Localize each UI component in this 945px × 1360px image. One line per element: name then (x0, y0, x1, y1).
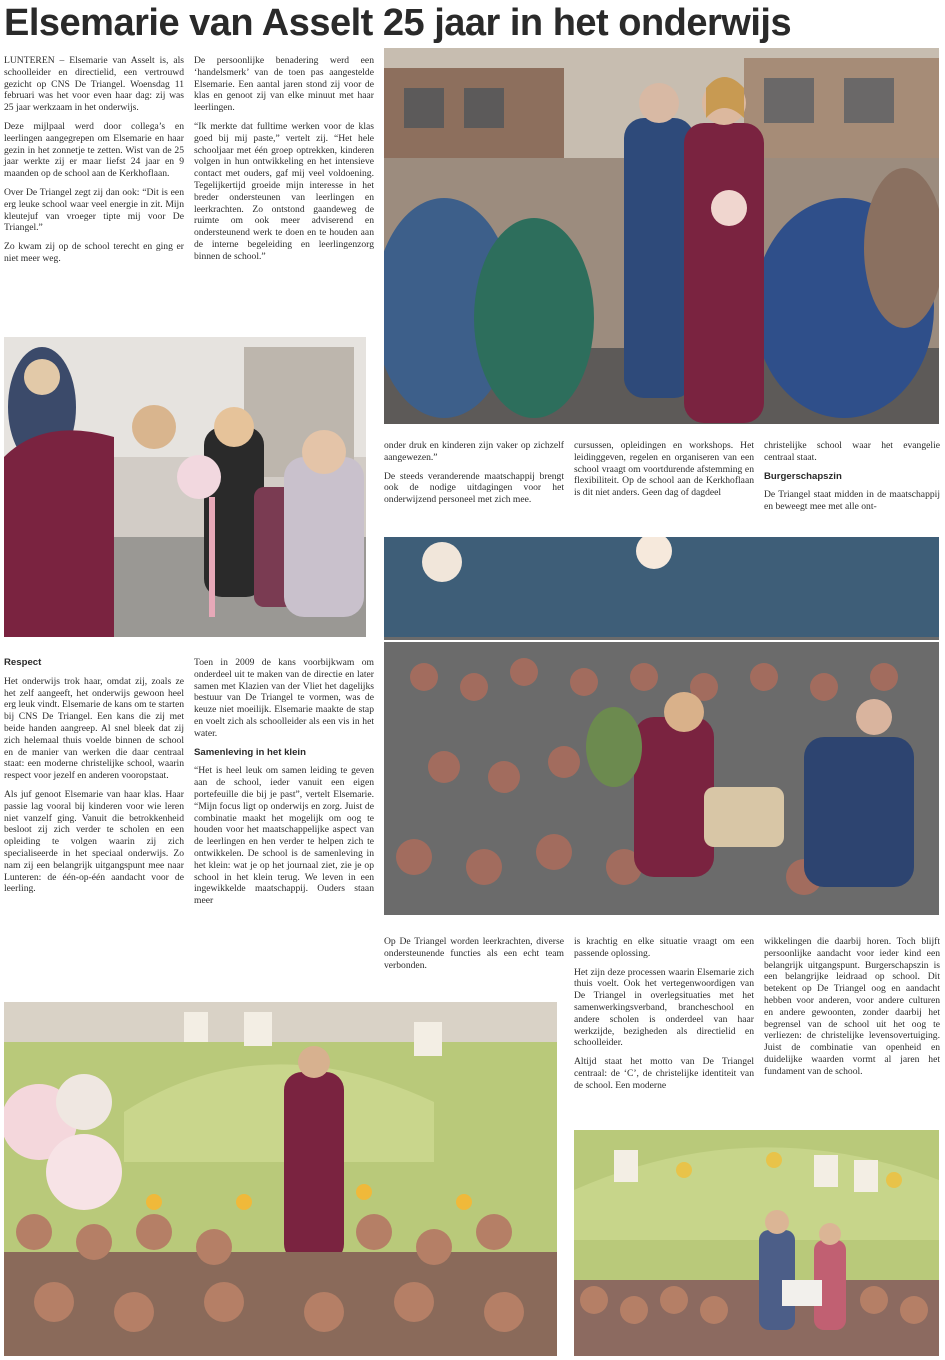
paragraph: wikkelingen die daarbij horen. Toch blijft persoonlijke aandacht voor ieder kind een belangrijk uitgangspunt. Burgerschapszin is een belangrijke leidraad op school. Dit betekent op De Triangel oog en aandacht hebben voor anderen, voor andere culturen en andere gewoonten, zonder daarbij het begrensel van de school uit het oog te verliezen: de christelijke levensovertuiging. Juist de combinatie van openheid en duidelijke waarden vormt al jaren het fundament van de school. (764, 936, 940, 1077)
photo-school-assembly (384, 537, 939, 915)
photo-couple-walking-through-children (384, 48, 939, 424)
photo-children-performing (574, 1130, 939, 1356)
paragraph: Zo kwam zij op de school terecht en ging er niet meer weg. (4, 241, 184, 264)
article-col4-bottom (574, 936, 754, 1099)
paragraph: Deze mijlpaal werd door collega’s en leerlingen aangegrepen om Elsemarie en haar gezin in het zonnetje te zetten. Wist van de 25 jaar werkte zij er maar liefst 24 jaar en 9 maanden op de school aan de Kerkhoflaan. (4, 120, 184, 180)
subheading: Samenleving in het klein (194, 746, 306, 758)
paragraph: christelijke school waar het evangelie centraal staat. (764, 440, 940, 463)
paragraph: Toen in 2009 de kans voorbijkwam om onderdeel uit te maken van de directie en later samen met Klazien van der Vliet het dagelijks bestuur van De Triangel te vormen, was de keuze niet moeilijk. Elsemarie maakte de stap en voelt zich als schoolleider als een vis in het water. (194, 657, 374, 739)
article-col5-bottom (764, 936, 940, 1085)
subheading: Respect (4, 657, 42, 668)
paragraph: Op De Triangel worden leerkrachten, diverse ondersteunende functies als een echt team verbonden. (384, 936, 564, 971)
paragraph: Als juf genoot Elsemarie van haar klas. Haar passie lag vooral bij kinderen voor wie leren niet vanzelf ging. Vanuit die betrokkenheid besloot zij zich verder te scholen en een opleiding te volgen waarin zij zich specialiseerde in het speciaal onderwijs. Zo nam zij een belangrijk uitgangspunt mee naar Lunteren: de één-op-één aandacht voor de leerling. (4, 788, 184, 895)
photo-flowers-from-children (4, 337, 366, 637)
article-col2-bottom (194, 657, 374, 914)
paragraph: De steeds veranderende maatschappij brengt ook de nodige uitdagingen voor het onderwijzend personeel met zich mee. (384, 470, 564, 506)
paragraph: Het onderwijs trok haar, omdat zij, zoals ze het zelf aangeeft, het onderwijs gewoon heel erg leuk vindt. Elsemarie de kans om te starten bij CNS De Triangel. Een kans die zij met beide handen aangreep. Al snel bleek dat zij zich helemaal thuis voelde binnen de school en de manier van werken die daar centraal staat: een moderne christelijke school, waarin respect voor jezelf en anderen vooropstaat. (4, 675, 184, 782)
article-col2-top (194, 55, 374, 270)
paragraph: “Het is heel leuk om samen leiding te geven aan de school, ieder vanuit een eigen portefeuille die bij je past”, vertelt Elsemarie. “Mijn focus ligt op onderwijs en zorg. Juist de combinatie maakt het mogelijk om oog te houden voor het maatschappelijke aspect van de leerlingen en hen verder te helpen zich te ontwikkelen. De school is de samenleving in het klein: wat je op het journaal ziet, zie je op school in het klein terug. We leven in een ingewikkelde maatschappij. Ouders staan meer (194, 765, 374, 907)
article-col4-mid (574, 440, 754, 506)
paragraph: De Triangel staat midden in de maatschappij en beweegt mee met alle ont- (764, 489, 940, 513)
headline: Elsemarie van Asselt 25 jaar in het onderwijs (4, 2, 792, 44)
paragraph: cursussen, opleidingen en workshops. Het leidinggeven, regelen en organiseren van een school vraagt om voortdurende afstemming en flexibiliteit. Op de school aan de Kerkhoflaan is dit niet anders. Geen dag of dagdeel (574, 440, 754, 499)
paragraph: Over De Triangel zegt zij dan ook: “Dit is een erg leuke school waar veel energie in zit. Mijn kleutejuf van vroeger tipte mij voor De Triangel.” (4, 186, 184, 234)
paragraph: is krachtig en elke situatie vraagt om een passende oplossing. (574, 936, 754, 959)
paragraph: LUNTEREN – Elsemarie van Asselt is, als schoolleider en directielid, een vertrouwd gezicht op CNS De Triangel. Woensdag 11 februari was het voor even haar dag: zij was 25 jaar werkzaam in het onderwijs. (4, 55, 184, 114)
article-col1-bottom (4, 657, 184, 902)
paragraph: De persoonlijke benadering werd een ‘handelsmerk’ van de toen pas aangestelde Elsemarie. Een aantal jaren stond zij voor de klas en genoot zij van elke minuut met haar leerlingen. (194, 55, 374, 114)
paragraph: Het zijn deze processen waarin Elsemarie zich thuis voelt. Ook het vertegenwoordigen van De Triangel in overlegsituaties met het samenwerkingsverband, brancheschool en andere scholen is onderdeel van haar werkzijde, bezigheden als directielid en schoolleider. (574, 966, 754, 1049)
paragraph: onder druk en kinderen zijn vaker op zichzelf aangewezen.” (384, 440, 564, 463)
paragraph: Altijd staat het motto van De Triangel centraal: de ‘C’, de christelijke identiteit van de school. Een moderne (574, 1056, 754, 1091)
subheading: Burgerschapszin (764, 470, 842, 482)
article-col1-top (4, 55, 184, 272)
article-col3-bottom (384, 936, 564, 978)
photo-speech-to-children (4, 1002, 557, 1356)
paragraph: “Ik merkte dat fulltime werken voor de klas goed bij mij paste,” vertelt zij. “Het hele schooljaar met één groep optrekken, kinderen volgen in hun ontwikkeling en het intensieve contact met ouders, gaf mij veel voldoening. Tegelijkertijd groeide mijn interesse in het breder ondersteunen van leerlingen en leerkrachten. Zo ontstond gaandeweg de ruimte om ook meer adviserend en ondersteunend werk te doen en te houden aan de interne begeleiding en leerlingenzorg binnen de school.” (194, 120, 374, 262)
article-col5-mid (764, 440, 940, 520)
article-col3-mid (384, 440, 564, 513)
